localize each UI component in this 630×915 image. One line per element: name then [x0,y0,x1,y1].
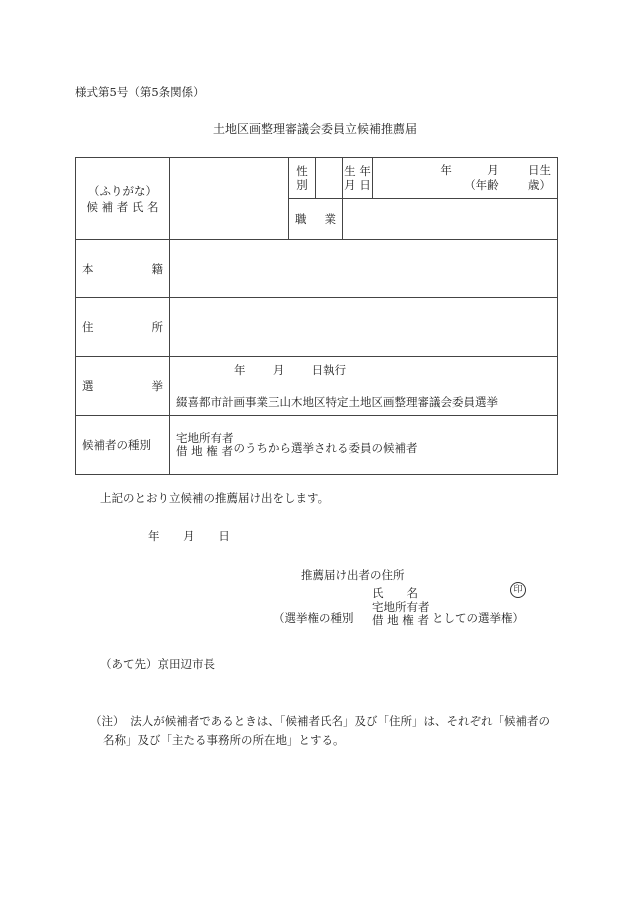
occupation-label-b: 業 [324,212,336,226]
submission-date[interactable] [148,528,250,544]
sex-field[interactable] [316,158,343,199]
address-label [76,298,170,357]
occupation-label [289,199,343,240]
election-name: 綴喜都市計画事業三山木地区特定土地区画整理審議会委員選挙 [176,395,498,409]
recommender-address-label: 推薦届け出者の住所 [301,568,405,582]
dob-field[interactable] [373,158,558,199]
voting-right-suffix: としての選挙権） [432,611,524,625]
candidate-type-suffix: のうちから選挙される委員の候補者 [233,441,418,455]
candidate-form-table [75,157,558,475]
election-label-b: 挙 [151,379,163,393]
dob-year: 年 [440,163,452,177]
domicile-label-b: 籍 [151,261,163,276]
name-label: 候 補 者 氏 名 [86,199,159,214]
candidate-name-field[interactable] [170,158,289,240]
dob-label [343,158,373,199]
sex-label-line1: 性 [296,164,308,178]
election-year: 年 [234,363,246,377]
election-field [170,357,558,416]
dob-month: 月 [487,163,499,177]
note [90,712,560,750]
election-month: 月 [272,363,285,377]
election-day: 日執行 [311,363,347,377]
election-label [76,357,170,416]
voting-right-option-land-owner[interactable]: 宅地所有者 [372,600,430,614]
candidate-type-options[interactable] [176,432,234,458]
candidate-type-label [76,416,170,475]
address-label-b: 所 [151,320,163,334]
dob-day: 日生 [528,163,551,177]
submission-month: 月 [183,529,195,543]
note-line-1: （注） 法人が候補者であるときは、「候補者氏名」及び「住所」は、それぞれ「候補者の [90,714,550,728]
document-title: 土地区画整理審議会委員立候補推薦届 [212,122,417,136]
candidate-name-label [76,158,170,240]
domicile-label-a: 本 [82,261,94,276]
age-close: 歳） [528,178,551,192]
note-line-2: 名称」及び「主たる事務所の所在地」とする。 [103,733,345,747]
furigana-label: （ふりがな） [88,183,157,198]
domicile-label [76,240,170,298]
voting-right-type-label: （選挙権の種別 [273,611,354,625]
dob-label-line1: 生 年 [344,164,371,178]
occupation-label-a: 職 [295,212,307,226]
election-label-a: 選 [82,379,94,393]
candidate-type-label-text: 候補者の種別 [82,438,151,452]
sex-label [289,158,316,199]
voting-right-type-options[interactable] [372,601,430,627]
submission-year: 年 [148,529,160,543]
statement: 上記のとおり立候補の推薦届け出をします。 [100,491,330,505]
form-number: 様式第5号（第5条関係） [75,85,205,99]
age-open: （年齢 [464,178,499,192]
sex-label-line2: 別 [296,178,308,192]
address-field[interactable] [170,298,558,357]
election-date[interactable] [170,362,557,378]
occupation-field[interactable] [343,199,558,240]
domicile-field[interactable] [170,240,558,298]
candidate-type-option-leaseholder[interactable]: 借 地 権 者 [176,444,233,458]
dob-label-line2: 月 日 [344,178,371,192]
address-label-a: 住 [82,320,94,334]
recommender-name-label: 氏 名 [372,586,418,600]
seal-icon: 印 [510,582,526,598]
candidate-type-field[interactable] [170,416,558,475]
submission-day: 日 [218,529,230,543]
voting-right-option-leaseholder[interactable]: 借 地 権 者 [372,613,429,627]
candidate-type-option-land-owner[interactable]: 宅地所有者 [176,431,234,445]
addressee: （あて先）京田辺市長 [100,657,215,671]
